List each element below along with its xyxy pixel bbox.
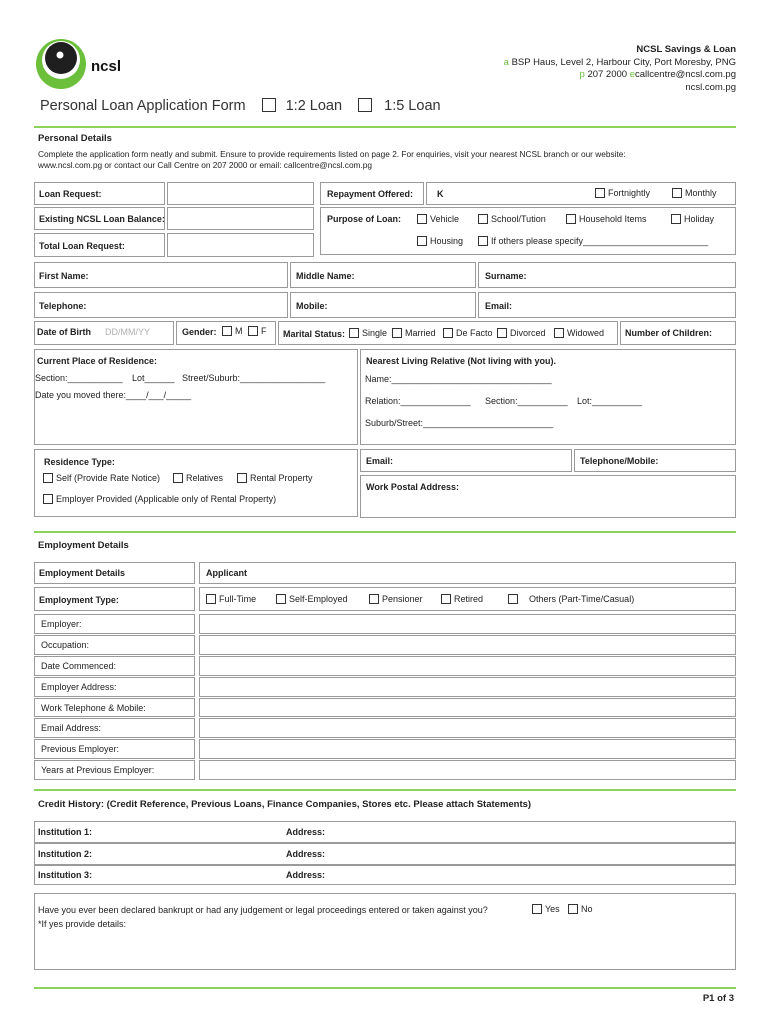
existing-balance-label: Existing NCSL Loan Balance:	[39, 214, 165, 224]
residence-lot: Lot______	[132, 373, 175, 383]
title-rule	[34, 126, 736, 128]
employment-row-input[interactable]	[199, 718, 736, 738]
married-option[interactable]	[392, 328, 436, 338]
bankruptcy-question: Have you ever been declared bankrupt or had any judgement or legal proceedings entered or taken against you?	[38, 905, 488, 915]
employment-row-label: Occupation:	[41, 640, 90, 650]
relative-name: Name:________________________________	[365, 374, 552, 384]
form-title: Personal Loan Application Form	[40, 98, 246, 114]
employment-row-label: Email Address:	[41, 723, 102, 733]
household-label: Household Items	[579, 214, 647, 224]
employment-row-label: Previous Employer:	[41, 744, 120, 754]
fulltime-label: Full-Time	[219, 594, 257, 604]
monthly-label: Monthly	[685, 188, 717, 198]
email-field[interactable]	[478, 292, 736, 318]
fortnightly-option[interactable]	[595, 188, 650, 198]
company-website: ncsl.com.pg	[685, 81, 736, 93]
employment-col2-label: Applicant	[206, 568, 248, 578]
work-postal-label: Work Postal Address:	[366, 482, 460, 492]
employment-row-label: Date Commenced:	[41, 661, 117, 671]
company-name: NCSL Savings & Loan	[636, 44, 736, 55]
employment-heading: Employment Details	[38, 540, 129, 551]
others-label: If others please specify_________________________	[491, 236, 709, 246]
total-request-input[interactable]	[167, 233, 314, 257]
dob-placeholder: DD/MM/YY	[105, 327, 150, 337]
total-request-label: Total Loan Request:	[39, 241, 125, 251]
others-option[interactable]	[478, 236, 708, 246]
employment-row-label: Employer:	[41, 619, 82, 629]
employment-rule	[34, 531, 736, 533]
gender-female-option[interactable]	[248, 326, 267, 336]
bankrupt-yes-option[interactable]	[532, 904, 560, 914]
relatives-label: Relatives	[186, 473, 224, 483]
rental-option[interactable]	[237, 473, 313, 483]
employment-row-input[interactable]	[199, 760, 736, 780]
form-title-row	[40, 98, 441, 114]
employment-row-label: Years at Previous Employer:	[41, 765, 155, 775]
defacto-label: De Facto	[456, 328, 493, 338]
emp-others-option[interactable]	[508, 594, 634, 604]
company-address: BSP Haus, Level 2, Harbour City, Port Moresby, PNG	[511, 56, 736, 68]
intro-line-1: Complete the application form neatly and submit. Ensure to provide requirements listed on page 2. For enquiries, visit your nearest NCSL branch or our website:	[38, 149, 626, 159]
divorced-option[interactable]	[497, 328, 546, 338]
pensioner-label: Pensioner	[382, 594, 423, 604]
married-label: Married	[405, 328, 436, 338]
school-label: School/Tution	[491, 214, 546, 224]
widowed-label: Widowed	[567, 328, 605, 338]
telephone-label: Telephone:	[39, 301, 87, 311]
logo-mark-icon	[34, 36, 90, 92]
loan-1-5-label: 1:5 Loan	[384, 98, 441, 114]
selfemployed-option[interactable]	[276, 594, 348, 604]
employment-header-col2	[199, 562, 736, 584]
bankrupt-no-label: No	[581, 904, 593, 914]
page-number: P1 of 3	[702, 993, 734, 1004]
emp-others-label: Others (Part-Time/Casual)	[529, 594, 635, 604]
bankrupt-yes-label: Yes	[545, 904, 560, 914]
email-label: Email:	[485, 301, 513, 311]
mobile-label: Mobile:	[296, 301, 328, 311]
single-option[interactable]	[349, 328, 387, 338]
children-label: Number of Children:	[625, 328, 712, 338]
school-option[interactable]	[478, 214, 546, 224]
existing-balance-input[interactable]	[167, 207, 314, 230]
phone-prefix: p	[579, 69, 585, 80]
residence-street: Street/Suburb:_________________	[182, 373, 326, 383]
footer-rule	[34, 987, 736, 989]
employment-row-input[interactable]	[199, 635, 736, 655]
employment-row-input[interactable]	[199, 677, 736, 697]
employment-row-input[interactable]	[199, 656, 736, 676]
relative-relation: Relation:______________	[365, 396, 471, 406]
residence-type-label: Residence Type:	[44, 457, 115, 467]
retired-label: Retired	[454, 594, 484, 604]
gender-label: Gender:	[182, 327, 217, 337]
divorced-label: Divorced	[510, 328, 546, 338]
institution-1-row[interactable]	[34, 821, 736, 843]
bankruptcy-details-label: *If yes provide details:	[38, 919, 127, 929]
intro-line-2: www.ncsl.com.pg or contact our Call Centre on 207 2000 or email: callcentre@ncsl.com.pg	[38, 160, 372, 170]
logo-text: ncsl	[91, 58, 122, 75]
company-address-line	[504, 57, 736, 70]
loan-1-5-checkbox[interactable]	[358, 98, 372, 112]
company-email: callcentre@ncsl.com.pg	[635, 69, 736, 80]
loan-request-input[interactable]	[167, 182, 314, 205]
retired-option[interactable]	[441, 594, 483, 604]
vehicle-option[interactable]	[417, 214, 459, 224]
ncsl-logo	[34, 36, 134, 92]
credit-heading: Credit History: (Credit Reference, Previous Loans, Finance Companies, Stores etc. Please attach Statements)	[38, 799, 532, 810]
relative-phone-label: Telephone/Mobile:	[580, 456, 659, 466]
loan-request-label: Loan Request:	[39, 189, 102, 199]
housing-label: Housing	[430, 236, 464, 246]
defacto-option[interactable]	[443, 328, 493, 338]
institution-3-label: Institution 3:	[38, 870, 92, 880]
employment-col1-label: Employment Details	[39, 568, 126, 578]
residence-section: Section:___________	[35, 373, 123, 383]
fortnightly-label: Fortnightly	[608, 188, 651, 198]
relative-suburb: Suburb/Street:__________________________	[365, 418, 554, 428]
purpose-label: Purpose of Loan:	[327, 214, 401, 224]
self-label: Self (Provide Rate Notice)	[56, 473, 161, 483]
email-prefix: e	[629, 69, 635, 80]
date-moved: Date you moved there:____/___/_____	[35, 390, 192, 400]
personal-details-heading: Personal Details	[38, 133, 112, 144]
institution-3-address-label: Address:	[286, 870, 326, 880]
dob-label: Date of Birth	[37, 327, 91, 337]
male-label: M	[235, 326, 243, 336]
middle-name-label: Middle Name:	[296, 271, 355, 281]
institution-2-address-label: Address:	[286, 849, 326, 859]
employment-type-label: Employment Type:	[39, 595, 119, 605]
bankrupt-no-option[interactable]	[568, 904, 593, 914]
widowed-option[interactable]	[554, 328, 604, 338]
household-option[interactable]	[566, 214, 647, 224]
institution-2-row[interactable]	[34, 843, 736, 865]
credit-rule	[34, 789, 736, 791]
employer-provided-label: Employer Provided (Applicable only of Rental Property)	[56, 494, 277, 504]
pensioner-option[interactable]	[369, 594, 423, 604]
marital-label: Marital Status:	[283, 329, 346, 339]
repayment-offered-label: Repayment Offered:	[327, 189, 414, 199]
selfemployed-label: Self-Employed	[289, 594, 348, 604]
institution-2-label: Institution 2:	[38, 849, 92, 859]
rental-label: Rental Property	[250, 473, 313, 483]
self-option[interactable]	[43, 473, 160, 483]
vehicle-label: Vehicle	[430, 214, 460, 224]
relative-lot: Lot:__________	[577, 396, 643, 406]
employer-provided-option[interactable]	[43, 494, 276, 504]
relative-email-label: Email:	[366, 456, 394, 466]
gender-male-option[interactable]	[222, 326, 243, 336]
company-info	[504, 44, 736, 94]
fulltime-option[interactable]	[206, 594, 256, 604]
company-contact-line	[504, 69, 736, 82]
employment-row-input[interactable]	[199, 698, 736, 717]
institution-1-address-label: Address:	[286, 827, 326, 837]
relative-label: Nearest Living Relative (Not living with you).	[366, 356, 557, 366]
employment-row-label: Work Telephone & Mobile:	[41, 703, 146, 713]
employment-row-input[interactable]	[199, 614, 736, 634]
first-name-label: First Name:	[39, 271, 89, 281]
holiday-option[interactable]	[671, 214, 714, 224]
institution-1-label: Institution 1:	[38, 827, 92, 837]
loan-1-2-label: 1:2 Loan	[285, 98, 343, 114]
single-label: Single	[362, 328, 388, 338]
residence-label: Current Place of Residence:	[37, 356, 158, 366]
employment-row-input[interactable]	[199, 739, 736, 759]
company-phone: 207 2000	[587, 69, 628, 80]
monthly-option[interactable]	[672, 188, 717, 198]
housing-option[interactable]	[417, 236, 463, 246]
employment-row-label: Employer Address:	[41, 682, 117, 692]
holiday-label: Holiday	[684, 214, 715, 224]
relative-section: Section:__________	[485, 396, 568, 406]
female-label: F	[261, 326, 267, 336]
currency-label: K	[437, 189, 444, 199]
institution-3-row[interactable]	[34, 865, 736, 885]
surname-label: Surname:	[485, 271, 527, 281]
address-prefix: a	[503, 56, 509, 68]
relatives-option[interactable]	[173, 473, 223, 483]
loan-1-2-checkbox[interactable]	[262, 98, 276, 112]
